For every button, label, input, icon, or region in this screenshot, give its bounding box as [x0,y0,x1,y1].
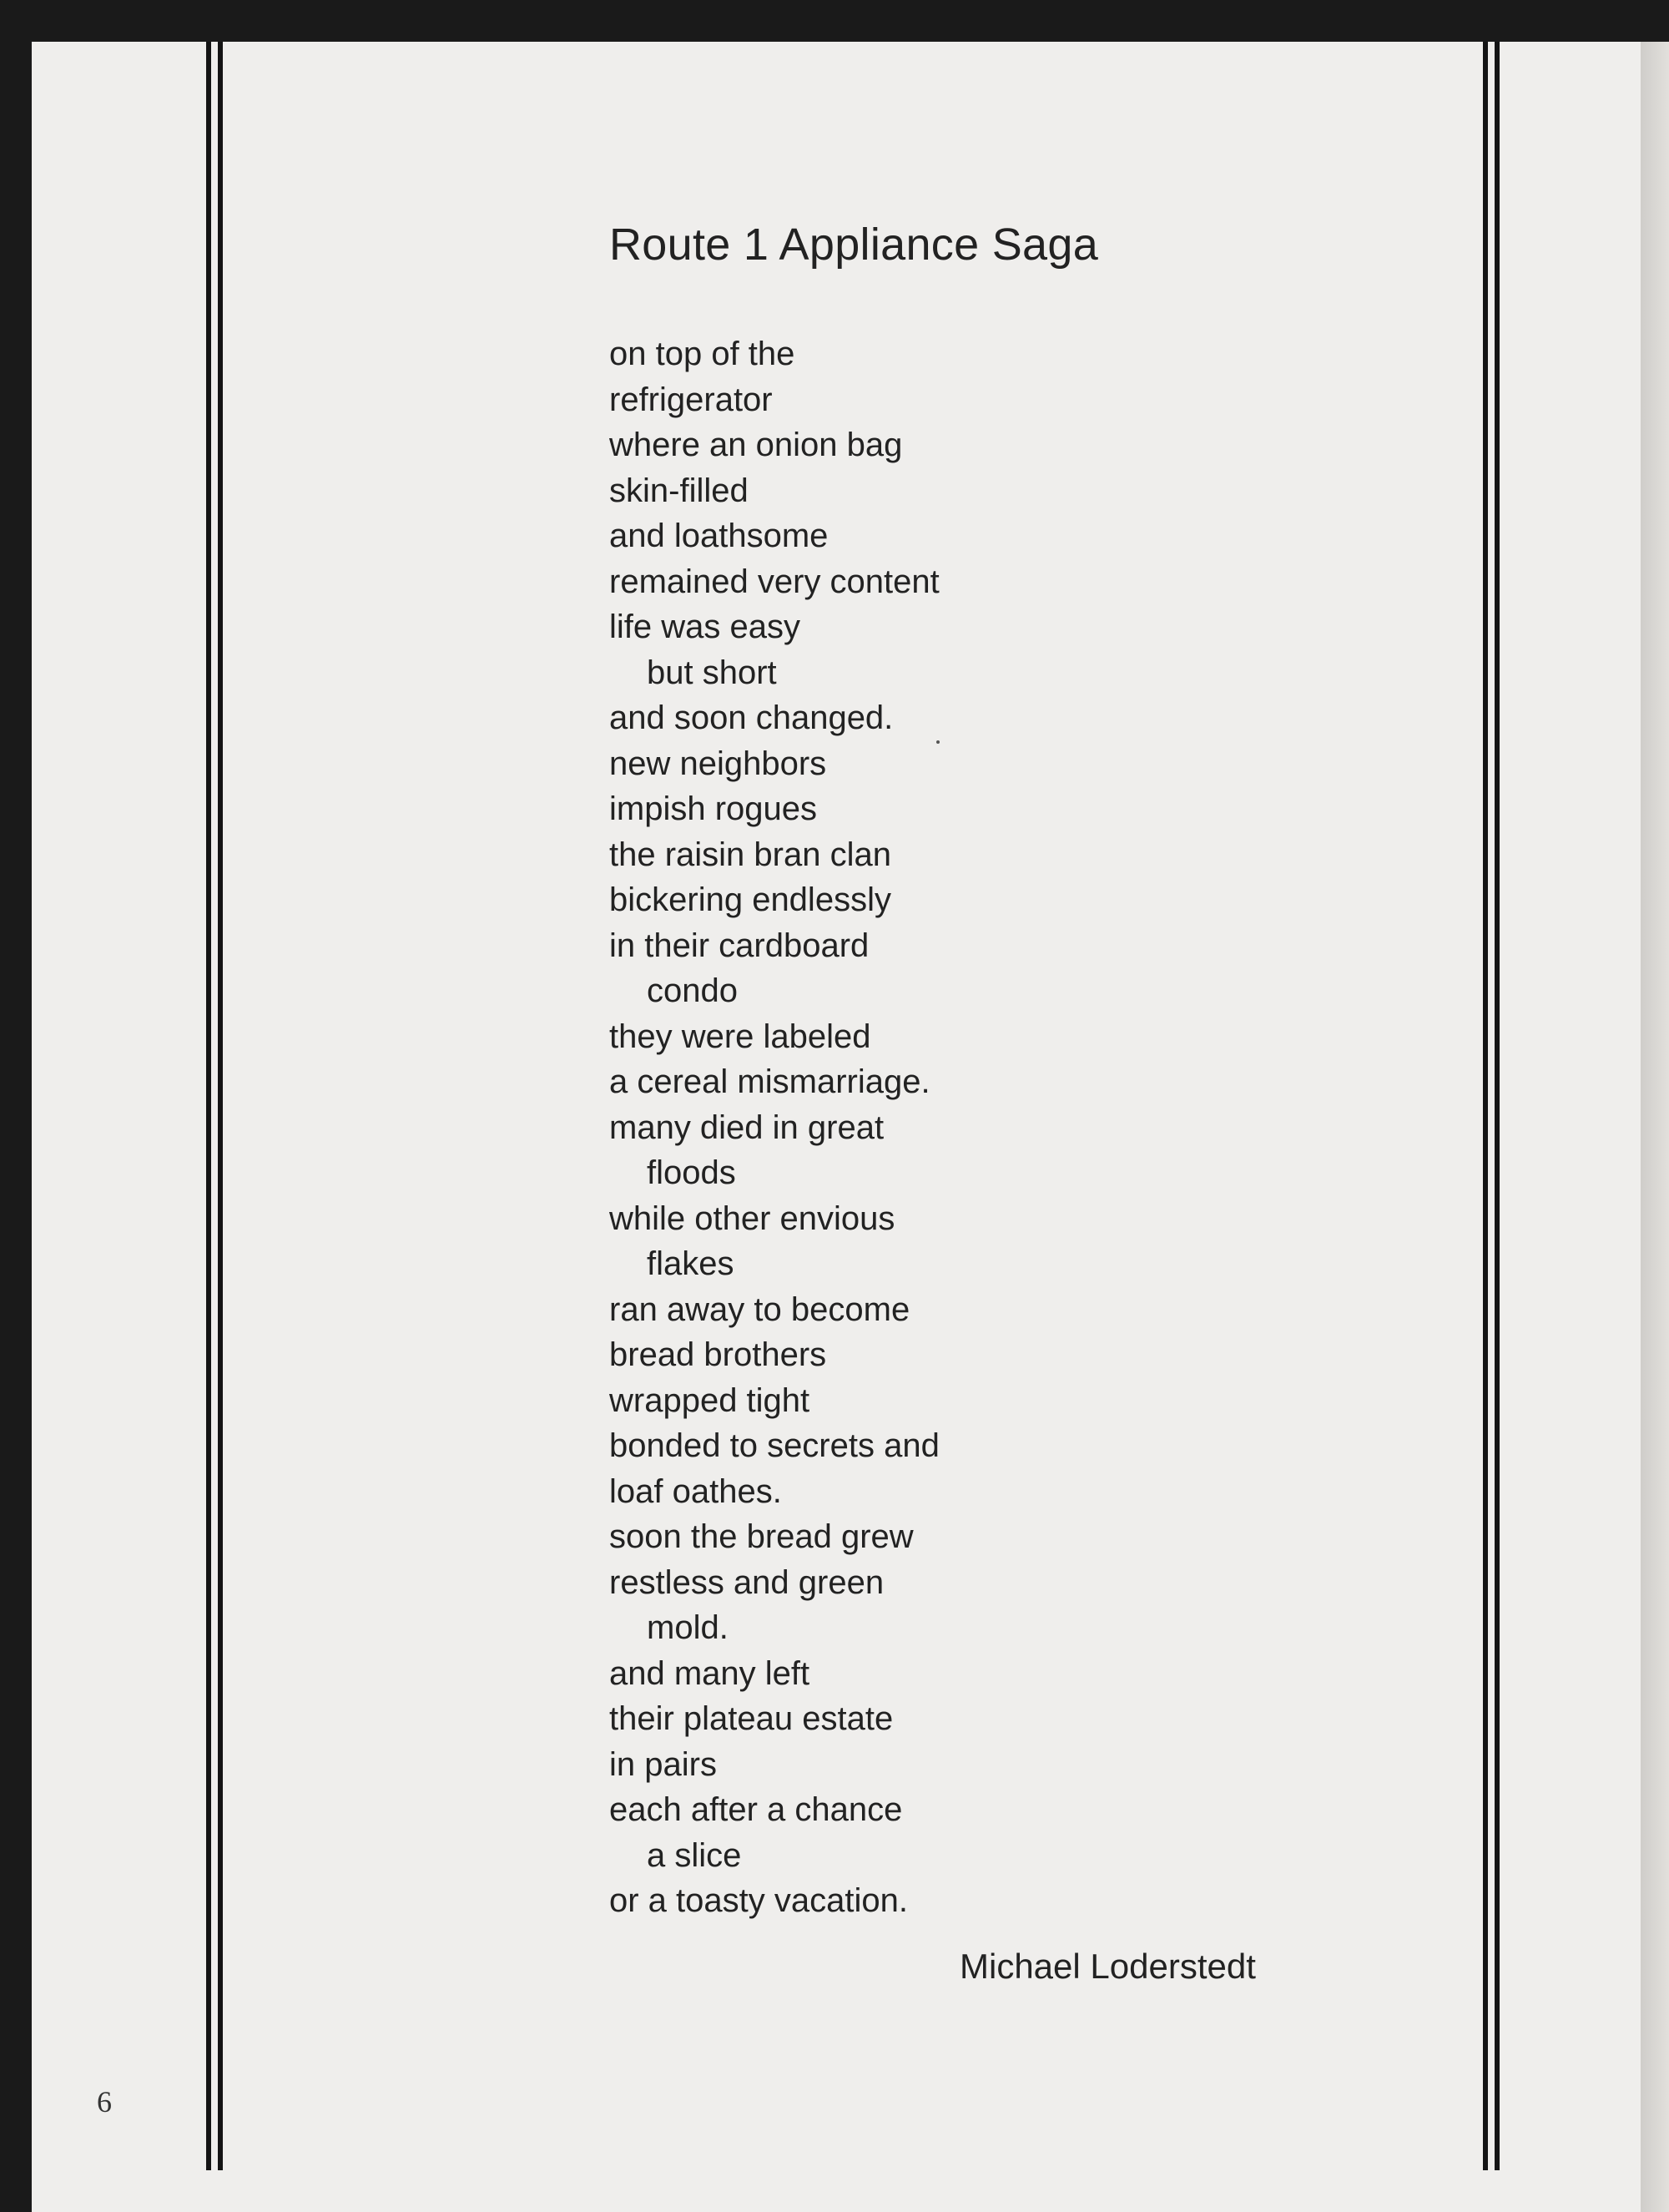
poem-line: but short [647,654,777,691]
poem-line: mold. [647,1609,729,1646]
adjacent-page-edge [1641,42,1669,2212]
poem-line: and many left [609,1654,810,1692]
poem-line: skin-filled [609,472,749,509]
poem-line: loaf oathes. [609,1472,782,1510]
poem-line: and soon changed. [609,699,894,736]
poem-line: or a toasty vacation. [609,1882,908,1919]
poem-line: bickering endlessly [609,881,891,918]
poem-line: and loathsome [609,518,829,554]
poem-line: ran away to become [609,1290,910,1328]
poem-line: floods [647,1154,736,1191]
poem-line: many died in great [609,1109,885,1146]
poem-line: restless and green [609,1563,885,1601]
left-rule-inner [218,42,223,2170]
poem-line: condo [647,972,738,1009]
poem-line: wrapped tight [609,1381,810,1419]
speck [936,740,940,744]
poem-line: remained very content [609,563,940,600]
poem-line: their plateau estate [609,1700,894,1737]
poem-line: while other envious [609,1199,895,1237]
poem-line: in their cardboard [609,927,870,964]
left-rule-outer [206,42,211,2170]
poem-line: on top of the [609,336,795,372]
poem-line: each after a chance [609,1791,903,1828]
poem-title: Route 1 Appliance Saga [609,220,1099,270]
poem-line: new neighbors [609,745,827,782]
page-number: 6 [97,2085,112,2119]
poem-line: a cereal mismarriage. [609,1063,930,1100]
poem-line: refrigerator [609,381,773,418]
poem-author: Michael Loderstedt [960,1947,1256,1986]
poem-line: bread brothers [609,1336,827,1373]
poem-line: a slice [647,1836,742,1874]
right-rule-outer [1495,42,1500,2170]
poem-line: life was easy [609,609,800,645]
poem-line: where an onion bag [609,427,903,463]
right-rule-inner [1483,42,1488,2170]
poem-line: in pairs [609,1745,717,1783]
poem-line: they were labeled [609,1018,871,1055]
poem-line: flakes [647,1245,734,1282]
poem-line: soon the bread grew [609,1518,914,1555]
poem-line: the raisin bran clan [609,836,891,873]
poem-line: impish rogues [609,790,818,827]
poem-line: bonded to secrets and [609,1427,940,1464]
